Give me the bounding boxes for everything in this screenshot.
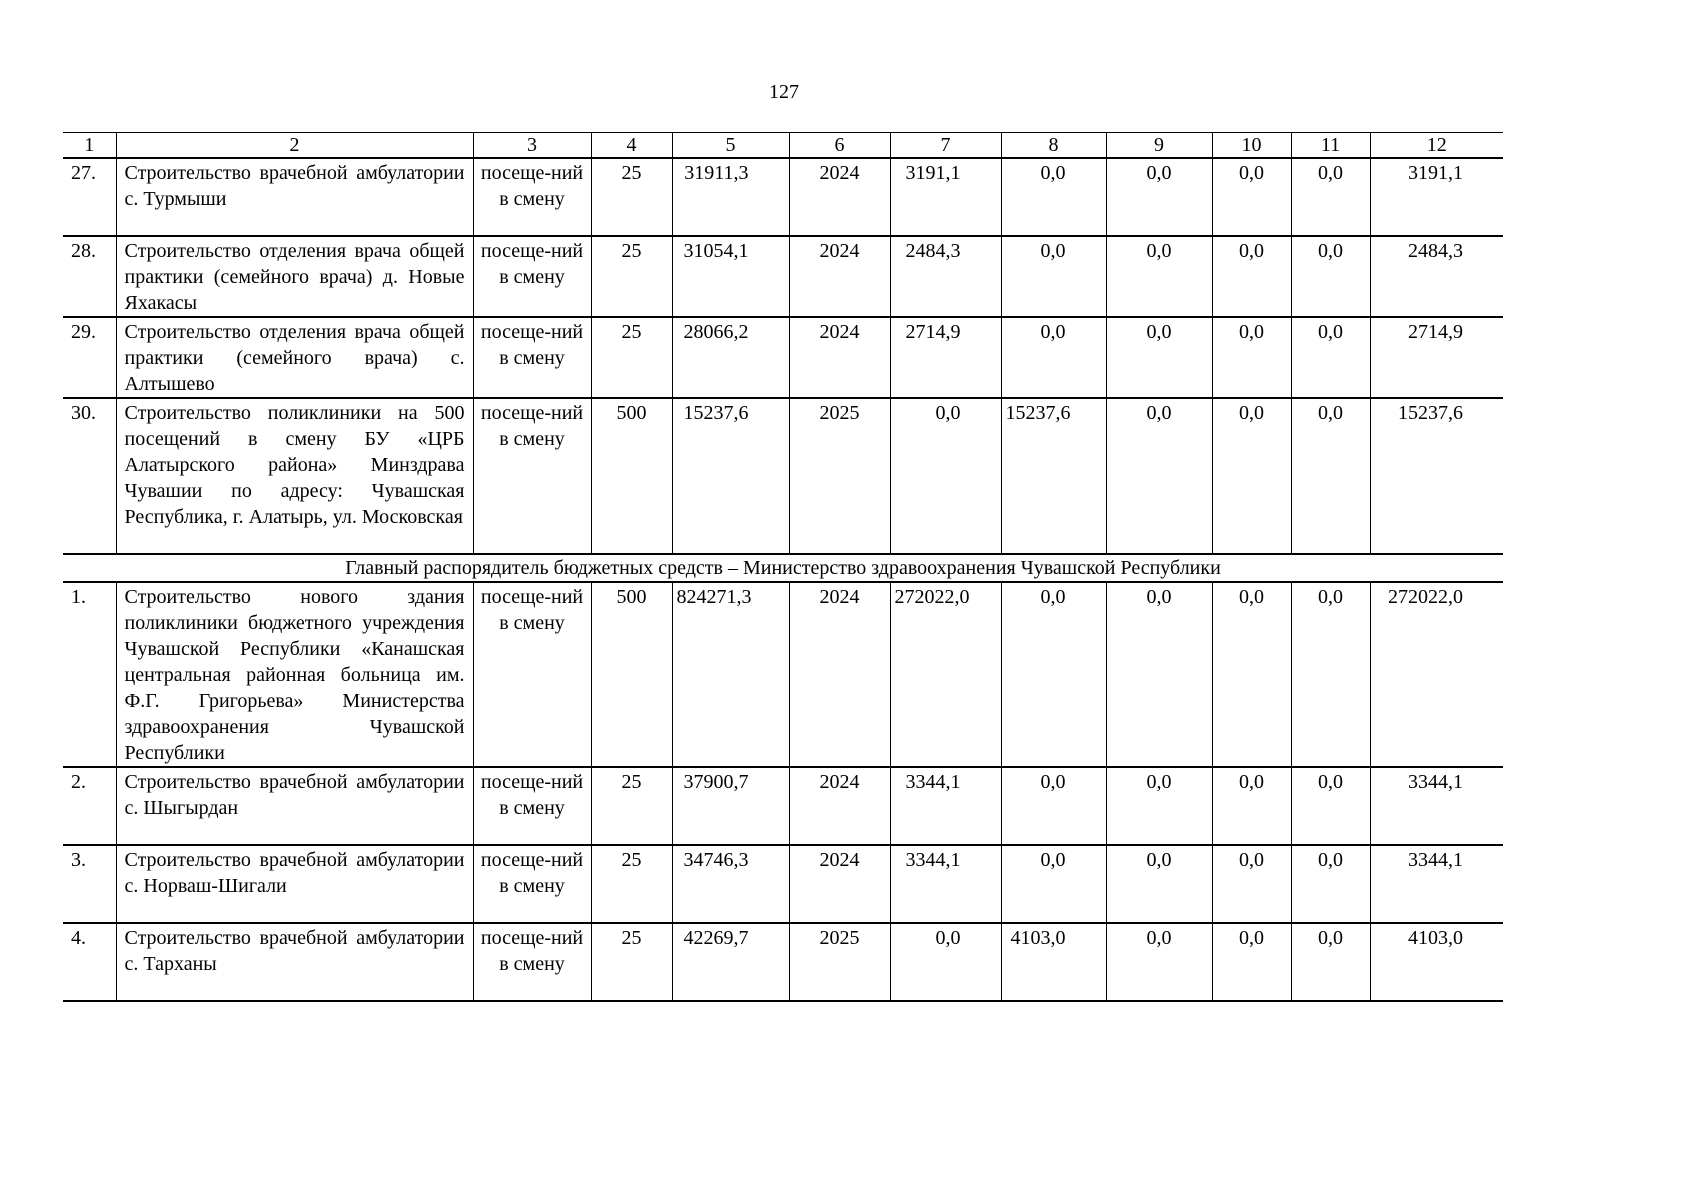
estimated-cost: 15237,6 — [672, 398, 789, 554]
row-number: 28. — [63, 236, 116, 317]
row-number: 2. — [63, 767, 116, 845]
estimated-cost: 31911,3 — [672, 158, 789, 236]
capacity-unit: посеще-ний в смену — [473, 398, 591, 554]
completion-year: 2025 — [789, 923, 890, 1001]
amount-col8: 15237,6 — [1001, 398, 1106, 554]
capacity-unit: посеще-ний в смену — [473, 923, 591, 1001]
amount-col7: 3344,1 — [890, 767, 1001, 845]
amount-col7: 2714,9 — [890, 317, 1001, 398]
column-header: 8 — [1001, 133, 1106, 159]
amount-col11: 0,0 — [1291, 582, 1370, 767]
object-name: Строительство отделения врача общей практики (семейного врача) с. Алтышево — [116, 317, 473, 398]
capacity-value: 25 — [591, 845, 672, 923]
column-header: 10 — [1212, 133, 1291, 159]
amount-col10: 0,0 — [1212, 317, 1291, 398]
completion-year: 2024 — [789, 317, 890, 398]
amount-col10: 0,0 — [1212, 582, 1291, 767]
amount-col10: 0,0 — [1212, 398, 1291, 554]
amount-col10: 0,0 — [1212, 767, 1291, 845]
object-name: Строительство нового здания поликлиники бюджетного учреждения Чувашской Республики «Канашская центральная районная больница им. Ф.Г. Григорьева» Министерства здравоохранения Чувашской Республики — [116, 582, 473, 767]
capacity-unit: посеще-ний в смену — [473, 767, 591, 845]
amount-col9: 0,0 — [1106, 236, 1212, 317]
capacity-value: 25 — [591, 158, 672, 236]
amount-col11: 0,0 — [1291, 845, 1370, 923]
estimated-cost: 824271,3 — [672, 582, 789, 767]
table-row — [63, 158, 1503, 236]
capacity-value: 25 — [591, 767, 672, 845]
amount-col8: 0,0 — [1001, 158, 1106, 236]
capacity-value: 500 — [591, 582, 672, 767]
row-number: 27. — [63, 158, 116, 236]
amount-col8: 0,0 — [1001, 317, 1106, 398]
amount-col8: 0,0 — [1001, 236, 1106, 317]
construction-objects-table — [63, 132, 1503, 1002]
section-header-row — [63, 554, 1503, 582]
completion-year: 2024 — [789, 845, 890, 923]
completion-year: 2024 — [789, 236, 890, 317]
column-header: 7 — [890, 133, 1001, 159]
row-number: 30. — [63, 398, 116, 554]
object-name: Строительство врачебной амбулатории с. Норваш-Шигали — [116, 845, 473, 923]
amount-col12: 2714,9 — [1370, 317, 1503, 398]
column-header: 11 — [1291, 133, 1370, 159]
capacity-unit: посеще-ний в смену — [473, 317, 591, 398]
row-number: 29. — [63, 317, 116, 398]
amount-col11: 0,0 — [1291, 236, 1370, 317]
capacity-value: 500 — [591, 398, 672, 554]
amount-col9: 0,0 — [1106, 158, 1212, 236]
amount-col11: 0,0 — [1291, 923, 1370, 1001]
column-header: 2 — [116, 133, 473, 159]
table-row — [63, 582, 1503, 767]
amount-col9: 0,0 — [1106, 767, 1212, 845]
column-number-row — [63, 133, 1503, 159]
amount-col11: 0,0 — [1291, 158, 1370, 236]
amount-col9: 0,0 — [1106, 398, 1212, 554]
amount-col12: 3344,1 — [1370, 767, 1503, 845]
column-header: 3 — [473, 133, 591, 159]
completion-year: 2024 — [789, 767, 890, 845]
estimated-cost: 42269,7 — [672, 923, 789, 1001]
row-number: 3. — [63, 845, 116, 923]
table-row — [63, 845, 1503, 923]
row-number: 4. — [63, 923, 116, 1001]
amount-col10: 0,0 — [1212, 923, 1291, 1001]
object-name: Строительство поликлиники на 500 посещений в смену БУ «ЦРБ Алатырского района» Минздрава Чувашии по адресу: Чувашская Республика, г. Алатырь, ул. Московская — [116, 398, 473, 554]
capacity-unit: посеще-ний в смену — [473, 845, 591, 923]
amount-col10: 0,0 — [1212, 158, 1291, 236]
column-header: 1 — [63, 133, 116, 159]
table-row — [63, 236, 1503, 317]
capacity-value: 25 — [591, 923, 672, 1001]
amount-col12: 15237,6 — [1370, 398, 1503, 554]
amount-col10: 0,0 — [1212, 845, 1291, 923]
amount-col7: 0,0 — [890, 923, 1001, 1001]
object-name: Строительство врачебной амбулатории с. Тарханы — [116, 923, 473, 1001]
capacity-unit: посеще-ний в смену — [473, 582, 591, 767]
amount-col10: 0,0 — [1212, 236, 1291, 317]
column-header: 6 — [789, 133, 890, 159]
amount-col8: 4103,0 — [1001, 923, 1106, 1001]
capacity-unit: посеще-ний в смену — [473, 236, 591, 317]
capacity-unit: посеще-ний в смену — [473, 158, 591, 236]
amount-col11: 0,0 — [1291, 398, 1370, 554]
amount-col12: 3191,1 — [1370, 158, 1503, 236]
completion-year: 2024 — [789, 158, 890, 236]
amount-col12: 4103,0 — [1370, 923, 1503, 1001]
object-name: Строительство врачебной амбулатории с. Шыгырдан — [116, 767, 473, 845]
amount-col7: 0,0 — [890, 398, 1001, 554]
amount-col8: 0,0 — [1001, 767, 1106, 845]
row-number: 1. — [63, 582, 116, 767]
column-header: 9 — [1106, 133, 1212, 159]
table-row — [63, 317, 1503, 398]
amount-col8: 0,0 — [1001, 845, 1106, 923]
amount-col7: 272022,0 — [890, 582, 1001, 767]
amount-col11: 0,0 — [1291, 767, 1370, 845]
table-row — [63, 767, 1503, 845]
page-number: 127 — [769, 81, 799, 103]
amount-col7: 3344,1 — [890, 845, 1001, 923]
object-name: Строительство врачебной амбулатории с. Турмыши — [116, 158, 473, 236]
object-name: Строительство отделения врача общей практики (семейного врача) д. Новые Яхакасы — [116, 236, 473, 317]
capacity-value: 25 — [591, 317, 672, 398]
amount-col8: 0,0 — [1001, 582, 1106, 767]
amount-col9: 0,0 — [1106, 923, 1212, 1001]
section-title: Главный распорядитель бюджетных средств – Министерство здравоохранения Чувашской Республики — [63, 554, 1503, 582]
column-header: 12 — [1370, 133, 1503, 159]
table-row — [63, 398, 1503, 554]
amount-col7: 3191,1 — [890, 158, 1001, 236]
table-row — [63, 923, 1503, 1001]
estimated-cost: 31054,1 — [672, 236, 789, 317]
estimated-cost: 37900,7 — [672, 767, 789, 845]
amount-col9: 0,0 — [1106, 845, 1212, 923]
amount-col12: 272022,0 — [1370, 582, 1503, 767]
amount-col11: 0,0 — [1291, 317, 1370, 398]
completion-year: 2025 — [789, 398, 890, 554]
amount-col9: 0,0 — [1106, 317, 1212, 398]
amount-col9: 0,0 — [1106, 582, 1212, 767]
amount-col12: 2484,3 — [1370, 236, 1503, 317]
amount-col12: 3344,1 — [1370, 845, 1503, 923]
capacity-value: 25 — [591, 236, 672, 317]
amount-col7: 2484,3 — [890, 236, 1001, 317]
column-header: 4 — [591, 133, 672, 159]
estimated-cost: 28066,2 — [672, 317, 789, 398]
completion-year: 2024 — [789, 582, 890, 767]
column-header: 5 — [672, 133, 789, 159]
estimated-cost: 34746,3 — [672, 845, 789, 923]
